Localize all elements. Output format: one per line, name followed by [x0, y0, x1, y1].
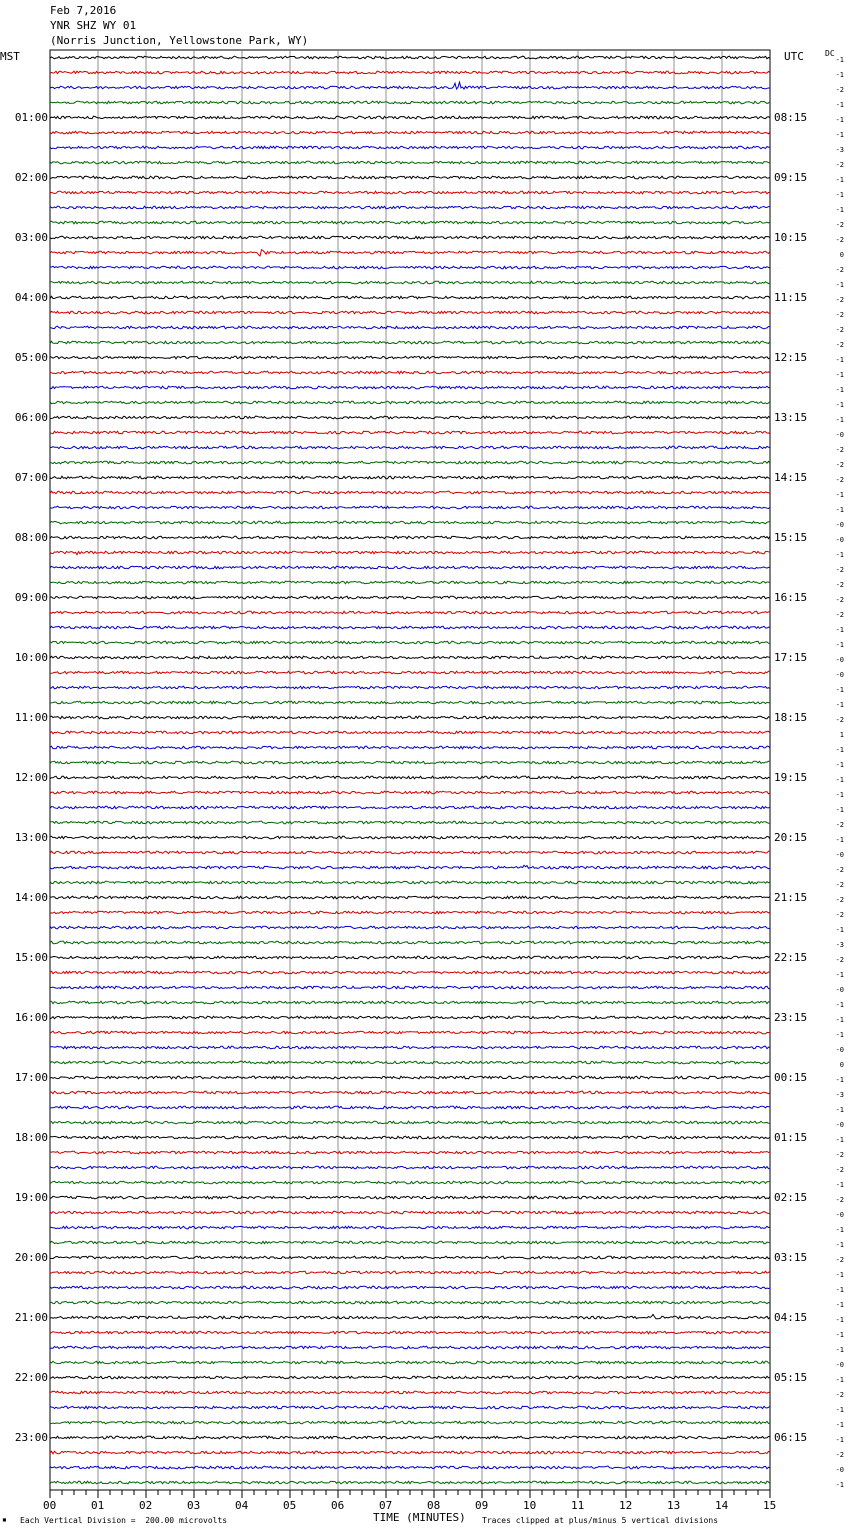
dc-offset-label: -1	[835, 685, 844, 694]
seismic-trace	[50, 881, 770, 884]
x-tick-label: 09	[475, 1499, 489, 1512]
dc-offset-label: -2	[835, 325, 844, 334]
seismic-trace	[50, 1016, 770, 1019]
seismic-trace	[50, 1256, 770, 1259]
mst-hour-label: 19:00	[14, 1190, 48, 1204]
dc-offset-label: -2	[835, 85, 844, 94]
dc-offset-label: -3	[835, 145, 844, 154]
dc-offset-label: -2	[835, 1195, 844, 1204]
seismic-trace	[50, 1046, 770, 1049]
utc-hour-label: 13:15	[774, 410, 808, 424]
dc-offset-label: -1	[835, 490, 844, 499]
dc-offset-label: -0	[835, 1045, 844, 1054]
mst-hour-label: 17:00	[14, 1070, 48, 1084]
utc-hour-label: 01:15	[774, 1130, 808, 1144]
x-tick-label: 06	[331, 1499, 345, 1512]
seismic-trace	[50, 641, 770, 644]
seismic-trace	[50, 1376, 770, 1379]
seismic-trace	[50, 1181, 770, 1184]
dc-offset-label: -2	[835, 295, 844, 304]
utc-hour-label: 22:15	[774, 950, 808, 964]
utc-hour-label: 05:15	[774, 1370, 808, 1384]
x-tick-label: 13	[667, 1499, 681, 1512]
seismic-trace	[50, 266, 770, 269]
seismic-trace	[50, 701, 770, 704]
utc-hour-label: 14:15	[774, 470, 808, 484]
dc-offset-label: -1	[835, 1105, 844, 1114]
x-tick-label: 00	[43, 1499, 57, 1512]
seismic-trace	[50, 716, 770, 719]
seismic-trace	[50, 971, 770, 974]
seismic-trace	[50, 1001, 770, 1004]
x-tick-label: 04	[235, 1499, 249, 1512]
plot-frame	[50, 50, 770, 1490]
dc-offset-label: -2	[835, 475, 844, 484]
mst-hour-label: 21:00	[14, 1310, 48, 1324]
seismic-trace	[50, 865, 770, 869]
dc-offset-label: -1	[835, 1375, 844, 1384]
seismic-trace	[50, 551, 770, 555]
dc-offset-label: -1	[835, 790, 844, 799]
seismic-trace	[50, 250, 770, 256]
seismic-trace	[50, 206, 770, 209]
dc-offset-label: -1	[835, 1180, 844, 1189]
mst-hour-label: 01:00	[14, 110, 48, 124]
seismic-trace	[50, 1451, 770, 1454]
seismic-trace	[50, 506, 770, 509]
dc-offset-label: -0	[835, 1120, 844, 1129]
seismic-trace	[50, 431, 770, 434]
mst-hour-label: 04:00	[14, 290, 48, 304]
mst-hour-label: 07:00	[14, 470, 48, 484]
header-date: Feb 7,2016	[50, 4, 117, 17]
seismic-trace	[50, 371, 770, 374]
dc-offset-label: -2	[835, 1165, 844, 1174]
seismic-trace	[50, 626, 770, 629]
seismic-trace	[50, 1271, 770, 1274]
seismic-trace	[50, 941, 770, 944]
dc-offset-label: -0	[835, 670, 844, 679]
dc-offset-label: -1	[835, 1405, 844, 1414]
x-tick-label: 10	[523, 1499, 537, 1512]
dc-offset-label: -2	[835, 865, 844, 874]
seismic-trace	[50, 851, 770, 854]
x-tick-label: 02	[139, 1499, 153, 1512]
seismic-trace	[50, 326, 770, 329]
dc-offset-label: -0	[835, 1210, 844, 1219]
utc-hour-label: 18:15	[774, 710, 808, 724]
x-axis-title: TIME (MINUTES)	[373, 1511, 466, 1524]
seismic-trace	[50, 1241, 770, 1244]
dc-offset-label: -1	[835, 760, 844, 769]
mst-hour-label: 06:00	[14, 410, 48, 424]
dc-offset-label: -2	[835, 565, 844, 574]
utc-hour-label: 11:15	[774, 290, 808, 304]
seismic-trace	[50, 1406, 770, 1409]
utc-hour-label: 19:15	[774, 770, 808, 784]
seismic-trace	[50, 101, 770, 104]
dc-offset-label: -1	[835, 175, 844, 184]
utc-hour-label: 08:15	[774, 110, 808, 124]
dc-offset-label: -2	[835, 460, 844, 469]
dc-offset-label: -0	[835, 985, 844, 994]
dc-offset-label: -1	[835, 70, 844, 79]
mst-hour-label: 13:00	[14, 830, 48, 844]
x-tick-label: 11	[571, 1499, 585, 1512]
header-location: (Norris Junction, Yellowstone Park, WY)	[50, 34, 309, 47]
seismic-trace	[50, 131, 770, 134]
utc-hour-label: 04:15	[774, 1310, 808, 1324]
mst-hour-label: 11:00	[14, 710, 48, 724]
seismic-trace	[50, 806, 770, 809]
dc-offset-label: -1	[835, 115, 844, 124]
seismic-trace	[50, 176, 770, 179]
dc-offset-label: -3	[835, 1090, 844, 1099]
utc-hour-label: 23:15	[774, 1010, 808, 1024]
seismic-trace	[50, 476, 770, 479]
seismic-trace	[50, 1391, 770, 1394]
mst-hour-label: 15:00	[14, 950, 48, 964]
dc-offset-label: -1	[835, 385, 844, 394]
dc-offset-label: -2	[835, 1255, 844, 1264]
dc-offset-label: -0	[835, 430, 844, 439]
x-tick-label: 08	[427, 1499, 441, 1512]
mst-hour-label: 14:00	[14, 890, 48, 904]
mst-hour-label: 10:00	[14, 650, 48, 664]
seismic-trace	[50, 596, 770, 599]
dc-offset-label: -1	[835, 625, 844, 634]
dc-offset-label: -1	[835, 1330, 844, 1339]
dc-offset-label: -1	[835, 1315, 844, 1324]
utc-hour-label: 21:15	[774, 890, 808, 904]
footer-scale-marker: ▪	[2, 1515, 7, 1524]
dc-offset-label: -1	[835, 1240, 844, 1249]
dc-offset-label: -1	[835, 1270, 844, 1279]
dc-offset-label: -1	[835, 970, 844, 979]
dc-offset-label: -2	[835, 160, 844, 169]
dc-offset-label: -1	[835, 925, 844, 934]
seismic-trace	[50, 1361, 770, 1364]
x-tick-label: 07	[379, 1499, 393, 1512]
utc-hour-label: 20:15	[774, 830, 808, 844]
dc-offset-label: -2	[835, 610, 844, 619]
dc-offset-label: -2	[835, 1450, 844, 1459]
mst-hour-label: 05:00	[14, 350, 48, 364]
seismic-trace	[50, 71, 770, 74]
seismic-trace	[50, 1346, 770, 1349]
seismic-trace	[50, 281, 770, 284]
dc-label: DC	[825, 49, 835, 58]
mst-hour-label: 18:00	[14, 1130, 48, 1144]
seismic-trace	[50, 611, 770, 614]
dc-offset-label: -1	[835, 280, 844, 289]
dc-offset-label: -1	[835, 100, 844, 109]
dc-offset-label: -1	[835, 1345, 844, 1354]
seismic-trace	[50, 1466, 770, 1469]
dc-offset-label: -1	[835, 1420, 844, 1429]
dc-offset-label: -2	[835, 220, 844, 229]
seismic-trace	[50, 161, 770, 164]
seismic-trace	[50, 821, 770, 824]
seismic-trace	[50, 1211, 770, 1214]
x-tick-label: 15	[763, 1499, 777, 1512]
seismic-trace	[50, 761, 770, 764]
seismic-trace	[50, 1151, 770, 1154]
dc-offset-label: -1	[835, 505, 844, 514]
mst-hour-label: 22:00	[14, 1370, 48, 1384]
dc-offset-label: -1	[835, 1225, 844, 1234]
dc-offset-label: -1	[835, 130, 844, 139]
dc-offset-label: -1	[835, 745, 844, 754]
dc-offset-label: -2	[835, 595, 844, 604]
dc-offset-label: -1	[835, 370, 844, 379]
seismic-trace	[50, 1436, 770, 1439]
dc-offset-label: -2	[835, 310, 844, 319]
dc-offset-label: -2	[835, 235, 844, 244]
dc-offset-label: -1	[835, 355, 844, 364]
seismic-trace	[50, 521, 770, 524]
dc-offset-label: -1	[835, 400, 844, 409]
mst-hour-label: 03:00	[14, 230, 48, 244]
seismic-trace	[50, 296, 770, 299]
seismic-trace	[50, 341, 770, 344]
seismic-trace	[50, 776, 770, 779]
seismic-trace	[50, 1421, 770, 1424]
seismic-trace	[50, 56, 770, 59]
dc-offset-label: -1	[835, 1480, 844, 1489]
dc-offset-label: -1	[835, 1135, 844, 1144]
seismic-trace	[50, 446, 770, 449]
dc-offset-label: -2	[835, 445, 844, 454]
footer-scale-note: Each Vertical Division = 200.00 microvolts	[20, 1516, 228, 1525]
seismic-trace	[50, 1314, 770, 1318]
dc-offset-label: -2	[835, 340, 844, 349]
mst-hour-label: 08:00	[14, 530, 48, 544]
dc-offset-label: -1	[835, 1300, 844, 1309]
seismic-trace	[50, 1031, 770, 1034]
utc-hour-label: 15:15	[774, 530, 808, 544]
seismic-trace	[50, 686, 770, 689]
seismic-trace	[50, 836, 770, 839]
dc-offset-label: -1	[835, 1015, 844, 1024]
seismic-trace	[50, 671, 770, 674]
header-station: YNR SHZ WY 01	[50, 19, 137, 32]
mst-hour-label: 16:00	[14, 1010, 48, 1024]
dc-offset-label: -1	[835, 55, 844, 64]
utc-hour-label: 00:15	[774, 1070, 808, 1084]
seismic-trace	[50, 956, 770, 959]
dc-offset-label: -1	[835, 550, 844, 559]
dc-offset-label: -2	[835, 895, 844, 904]
seismic-trace	[50, 491, 770, 494]
seismic-trace	[50, 581, 770, 584]
utc-hour-label: 03:15	[774, 1250, 808, 1264]
footer-clip-note: Traces clipped at plus/minus 5 vertical divisions	[482, 1516, 719, 1525]
utc-hour-label: 12:15	[774, 350, 808, 364]
dc-offset-label: -0	[835, 535, 844, 544]
dc-offset-label: -1	[835, 1075, 844, 1084]
x-tick-label: 14	[715, 1499, 729, 1512]
seismic-trace	[50, 926, 770, 929]
seismic-trace	[50, 82, 770, 89]
x-tick-label: 03	[187, 1499, 201, 1512]
utc-hour-label: 06:15	[774, 1430, 808, 1444]
seismic-trace	[50, 1301, 770, 1304]
dc-offset-label: -1	[835, 1435, 844, 1444]
seismic-trace	[50, 146, 770, 149]
dc-offset-label: -0	[835, 655, 844, 664]
seismic-trace	[50, 191, 770, 194]
mst-hour-label: 02:00	[14, 170, 48, 184]
seismic-trace	[50, 746, 770, 749]
seismic-trace	[50, 791, 770, 794]
dc-offset-label: -0	[835, 520, 844, 529]
dc-offset-label: -3	[835, 940, 844, 949]
dc-offset-label: -2	[835, 715, 844, 724]
seismic-trace	[50, 896, 770, 899]
dc-offset-label: -2	[835, 1390, 844, 1399]
dc-offset-label: -1	[835, 1000, 844, 1009]
dc-offset-label: -1	[835, 205, 844, 214]
dc-offset-label: -2	[835, 910, 844, 919]
dc-offset-label: -1	[835, 1285, 844, 1294]
dc-offset-label: -2	[835, 955, 844, 964]
seismic-trace	[50, 116, 770, 119]
utc-hour-label: 10:15	[774, 230, 808, 244]
dc-offset-label: -2	[835, 265, 844, 274]
seismic-trace	[50, 461, 770, 464]
utc-hour-label: 16:15	[774, 590, 808, 604]
dc-offset-label: 1	[839, 730, 844, 739]
dc-offset-label: -2	[835, 1150, 844, 1159]
seismic-trace	[50, 1091, 770, 1094]
seismic-trace	[50, 911, 770, 914]
seismic-trace	[50, 236, 770, 239]
dc-offset-label: -0	[835, 1360, 844, 1369]
seismic-trace	[50, 566, 770, 569]
seismic-trace	[50, 221, 770, 224]
seismic-trace	[50, 416, 770, 419]
seismic-trace	[50, 356, 770, 359]
seismic-trace	[50, 386, 770, 389]
x-tick-label: 12	[619, 1499, 633, 1512]
seismic-trace	[50, 656, 770, 659]
dc-offset-label: -0	[835, 1465, 844, 1474]
dc-offset-label: -2	[835, 580, 844, 589]
x-tick-label: 05	[283, 1499, 297, 1512]
utc-axis-label: UTC	[784, 50, 804, 63]
dc-offset-label: -1	[835, 190, 844, 199]
dc-offset-label: -1	[835, 640, 844, 649]
seismic-trace	[50, 1226, 770, 1229]
x-tick-label: 01	[91, 1499, 105, 1512]
seismic-trace	[50, 1076, 770, 1079]
utc-hour-label: 02:15	[774, 1190, 808, 1204]
seismic-trace	[50, 1286, 770, 1289]
dc-offset-label: 0	[839, 1060, 844, 1069]
dc-offset-label: -1	[835, 700, 844, 709]
seismic-trace	[50, 1331, 770, 1334]
seismic-trace	[50, 1196, 770, 1199]
seismic-trace	[50, 1166, 770, 1169]
dc-offset-label: -2	[835, 820, 844, 829]
seismic-trace	[50, 1481, 770, 1484]
seismic-trace	[50, 536, 770, 539]
utc-hour-label: 17:15	[774, 650, 808, 664]
mst-hour-label: 23:00	[14, 1430, 48, 1444]
dc-offset-label: -1	[835, 415, 844, 424]
seismic-trace	[50, 1106, 770, 1109]
seismic-trace	[50, 1061, 770, 1064]
seismic-trace	[50, 401, 770, 404]
mst-hour-label: 09:00	[14, 590, 48, 604]
seismic-trace	[50, 1121, 770, 1124]
seismic-trace	[50, 311, 770, 314]
seismic-trace	[50, 986, 770, 989]
mst-hour-label: 12:00	[14, 770, 48, 784]
seismic-trace	[50, 731, 770, 734]
dc-offset-label: -1	[835, 835, 844, 844]
dc-offset-label: -0	[835, 850, 844, 859]
dc-offset-label: 0	[839, 250, 844, 259]
seismic-trace	[50, 1136, 770, 1139]
mst-axis-label: MST	[0, 50, 20, 63]
dc-offset-label: -1	[835, 805, 844, 814]
mst-hour-label: 20:00	[14, 1250, 48, 1264]
dc-offset-label: -1	[835, 775, 844, 784]
dc-offset-label: -2	[835, 880, 844, 889]
dc-offset-label: -1	[835, 1030, 844, 1039]
utc-hour-label: 09:15	[774, 170, 808, 184]
